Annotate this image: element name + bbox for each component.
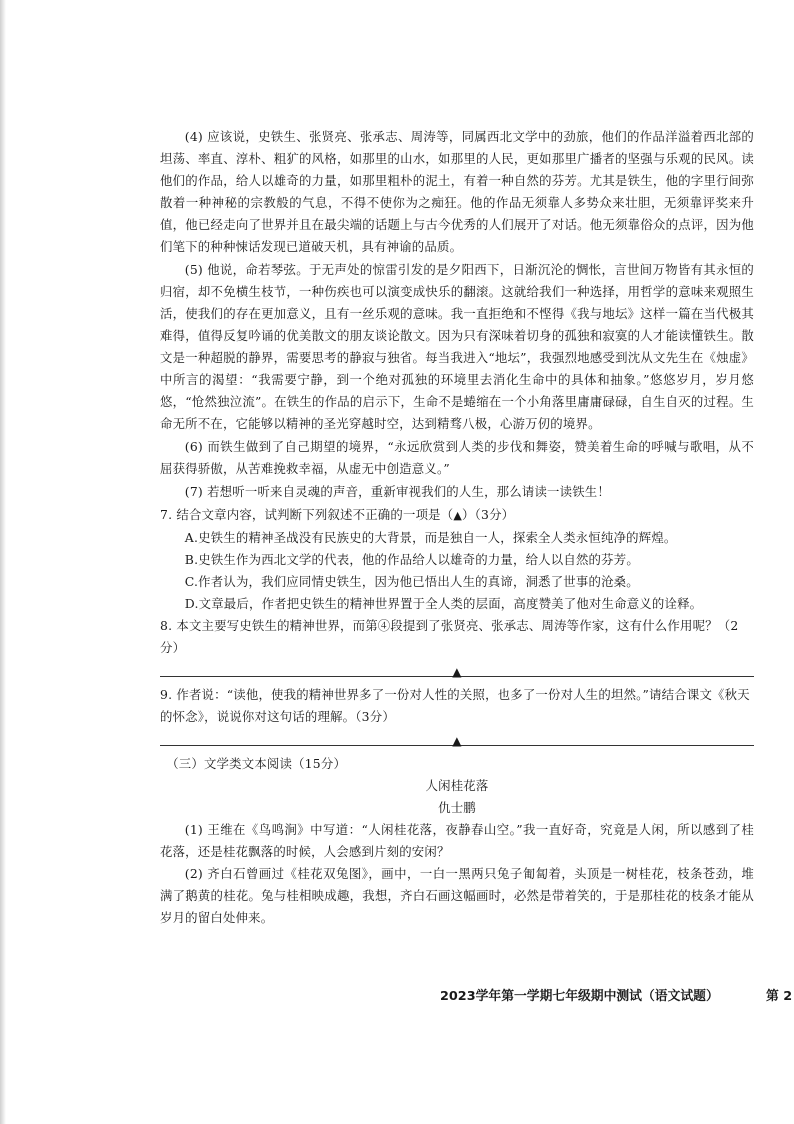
article-author: 仇士鹏: [438, 800, 476, 815]
question-7-tail: ）（3分）: [462, 507, 515, 522]
paragraph-5: (5) 他说，命若琴弦。于无声处的惊雷引发的是夕阳西下，日渐沉沦的惆怅，言世间万物皆有其永恒的归宿，却不免横生枝节，一种伤疾也可以演变成快乐的翻滚。这就给我们一种选择，用哲学的意味来观照生活，使我们的存在更加意义，且有一丝乐观的意味。我一直拒绝和不悭得《我与地坛》这样一篇在当代极其难得，值得反复吟诵的优美散文的朋友谈论散文。因为只有深味着切身的孤独和寂寞的人才能读懂铁生。散文是一种超脱的静界，需要思考的静寂与独省。每当我进入“地坛”，我强烈地感受到沈从文先生在《烛虚》中所言的渴望：“我需要宁静，到一个绝对孤独的环境里去消化生命中的具体和抽象。”悠悠岁月，岁月悠悠，“怆然独泣流”。在铁生的作品的启示下，生命不是蜷缩在一个小角落里庸庸碌碌，自生自灭的过程。生命无所不在，它能够以精神的圣光穿越时空，达到精骛八极，心游万仞的境界。: [160, 262, 754, 431]
page-number: 第 2: [766, 989, 793, 1004]
question-8: 8. 本文主要写史铁生的精神世界，而第④段提到了张贤亮、张承志、周涛等作家，这有什么作用呢？（2分）: [160, 618, 739, 655]
answer-marker: ▲: [452, 734, 462, 748]
section-heading: （三）文学类文本阅读（15分）: [166, 756, 347, 771]
paragraph-7: (7) 若想听一听来自灵魂的声音，重新审视我们的人生，那么请读一读铁生！: [184, 484, 610, 499]
page-footer: [440, 985, 794, 1004]
question-7-option-d: D.文章最后，作者把史铁生的精神世界置于全人类的层面，高度赞美了他对生命意义的诠释。: [184, 596, 703, 611]
question-7-option-a: A.史铁生的精神圣战没有民族史的大背景，而是独自一人，探索全人类永恒纯净的辉煌。: [184, 530, 677, 545]
article-paragraph-2: (2) 齐白石曾画过《桂花双兔图》，画中，一白一黑两只兔子匍匐着，头顶是一树桂花，枝条苍劲，堆满了鹅黄的桂花。兔与桂相映成趣，我想，齐白石画这幅画时，必然是带着笑的，于是那桂花的枝条才能从岁月的留白处伸来。: [160, 866, 754, 925]
answer-line-9[interactable]: [160, 731, 754, 746]
question-7-text: 7. 结合文章内容，试判断下列叙述不正确的一项是（: [160, 507, 454, 522]
question-7-option-b: B.史铁生作为西北文学的代表，他的作品给人以雄奇的力量，给人以自然的芬芳。: [184, 552, 639, 567]
page-content: [160, 126, 754, 929]
question-7-option-c: C.作者认为，我们应同情史铁生，因为他已悟出人生的真谛，洞悉了世事的沧桑。: [184, 574, 639, 589]
question-9: 9. 作者说：“读他，使我的精神世界多了一份对人性的关照，也多了一份对人生的坦然。”请结合课文《秋天的怀念》，说说你对这句话的理解。（3分）: [160, 687, 750, 724]
article-paragraph-1: (1) 王维在《鸟鸣涧》中写道：“人闲桂花落，夜静春山空。”我一直好奇，究竟是人闲，所以感到了桂花落，还是桂花飘落的时候，人会感到片刻的安闲？: [160, 822, 754, 859]
answer-marker: ▲: [452, 665, 462, 679]
paragraph-4: (4) 应该说，史铁生、张贤亮、张承志、周涛等，同属西北文学中的劲旅，他们的作品洋溢着西北部的坦荡、率直、淳朴、粗犷的风格，如那里的山水，如那里的人民，更如那里广播者的坚强与乐观的民风。读他们的作品，给人以雄奇的力量，如那里粗朴的泥土，有着一种自然的芬芳。尤其是铁生，他的字里行间弥散着一种神秘的宗教般的气息，不得不使你为之痴狂。他的作品无须靠人多势众来壮胆，无须靠评奖来升值，他已经走向了世界并且在最尖端的话题上与古今优秀的人们展开了对话。他无须靠俗众的点评，因为他们笔下的种种悚话发现已道破天机，具有神谕的品质。: [160, 129, 754, 254]
question-7-stem: [160, 504, 754, 527]
answer-marker: ▲: [453, 509, 463, 522]
paragraph-6: (6) 而铁生做到了自己期望的境界，“永远欣赏到人类的步伐和舞姿，赞美着生命的呼喊与歌唱，从不屈获得骄傲，从苦难挽救幸福，从虚无中创造意义。”: [160, 439, 754, 476]
exam-title: 2023学年第一学期七年级期中测试（语文试题）: [440, 989, 719, 1004]
scan-edge-shadow: [0, 0, 6, 1124]
answer-line-8[interactable]: [160, 662, 754, 677]
article-title: 人闲桂花落: [425, 778, 489, 793]
